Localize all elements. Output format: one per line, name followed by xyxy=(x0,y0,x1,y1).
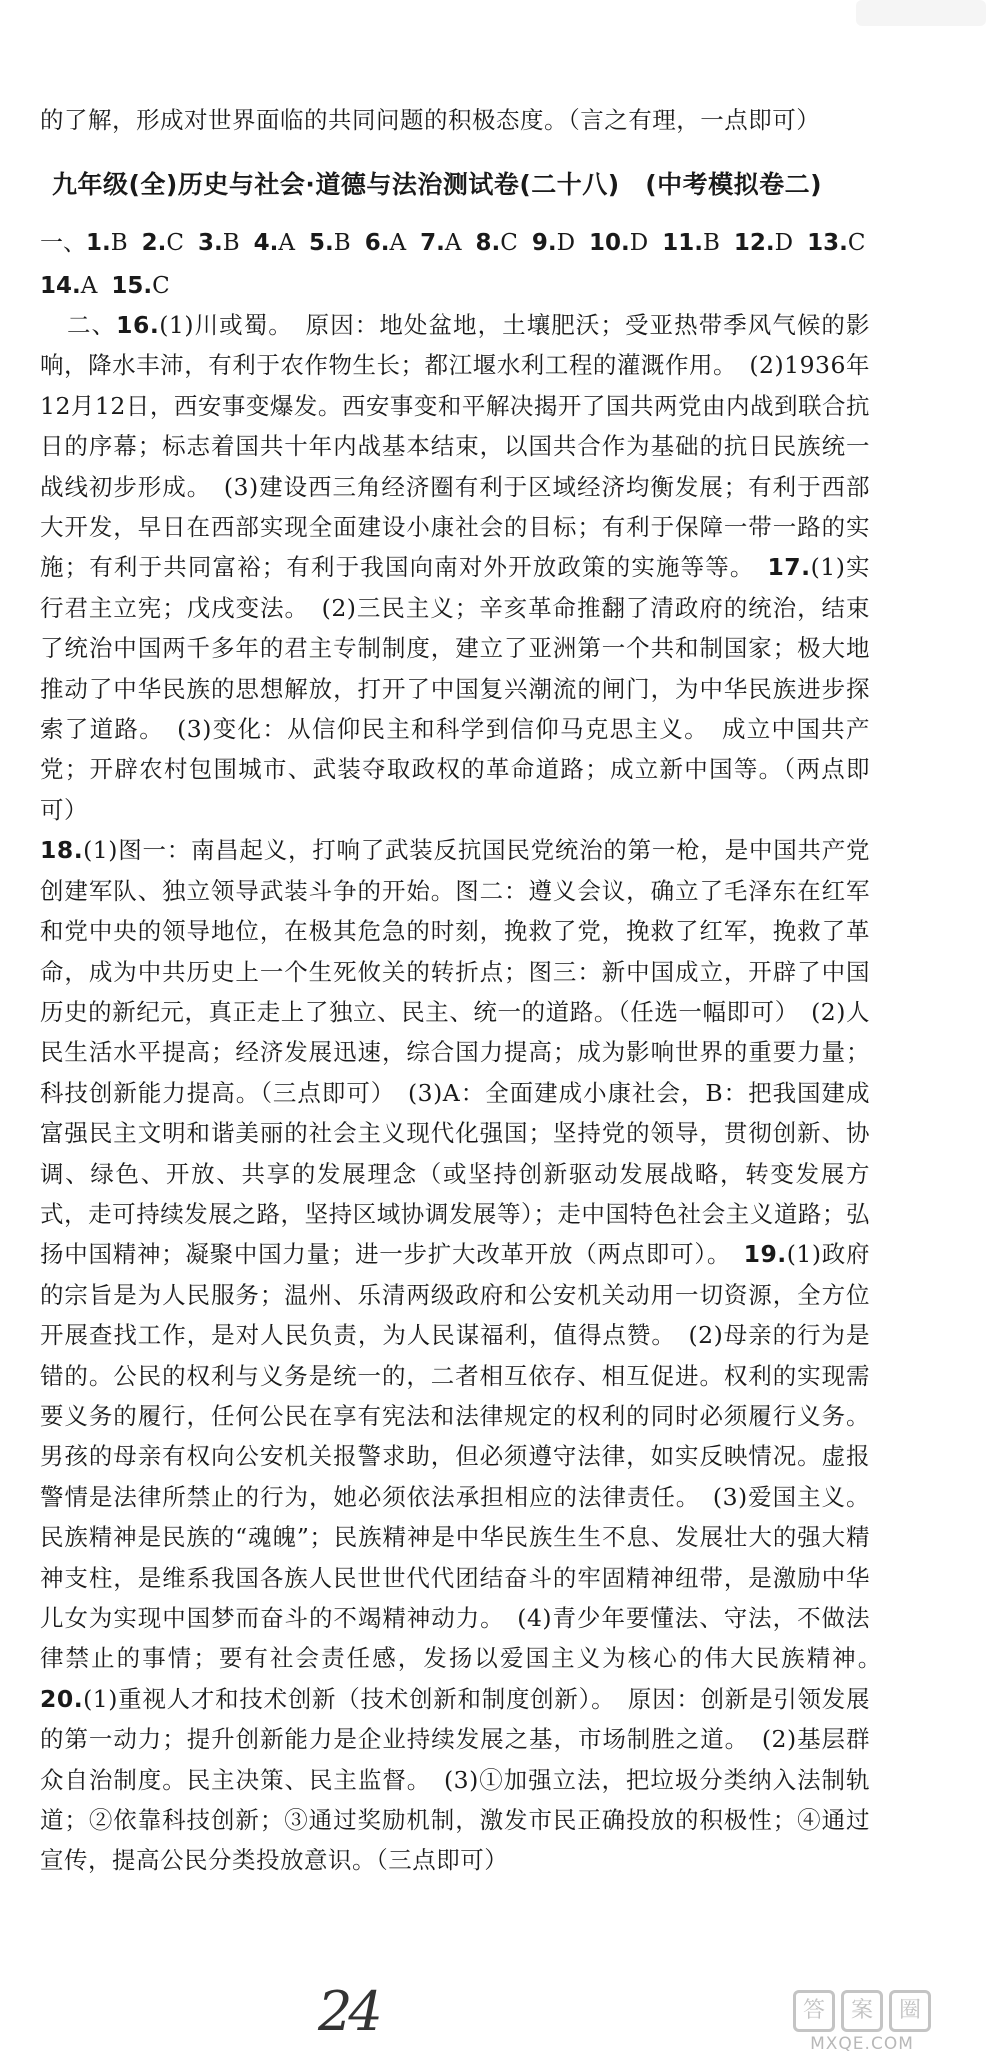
q17-number: 17. xyxy=(767,553,811,582)
mc-question-number: 1. xyxy=(86,230,111,256)
q16-prefix: 二、 xyxy=(67,311,117,339)
mc-question-number: 6. xyxy=(364,230,390,256)
mc-question-number: 12. xyxy=(733,230,775,256)
mc-answer-list xyxy=(40,230,879,299)
top-watermark-smudge xyxy=(856,0,986,26)
mc-answer-letter: B xyxy=(333,230,351,256)
mc-answer-letter: C xyxy=(152,273,170,299)
mc-answer-letter: C xyxy=(847,230,866,256)
mc-answer-item xyxy=(734,222,793,265)
q17-answer: (1)实行君主立宪；戊戌变法。 (2)三民主义；辛亥革命推翻了清政府的统治，结束了统治中国两千多年的君主专制制度，建立了亚洲第一个共和制国家；极大地推动了中华民族的思想解放，打开了中国复兴潮流的闸门，为中华民族进步探索了道路。 (3)变化：从信仰民主和科学到信仰马克思主义。 成立中国共产党；开辟农村包围城市、武装夺取政权的革命道路；成立新中国等。（两点即可） xyxy=(40,553,871,824)
mc-answer-item xyxy=(254,222,295,265)
mc-answer-item xyxy=(40,265,97,308)
mc-answer-letter: B xyxy=(222,230,240,256)
mc-answer-item xyxy=(662,222,720,265)
mc-question-number: 3. xyxy=(198,230,223,256)
mc-answer-item xyxy=(142,222,184,265)
q18-number: 18. xyxy=(40,836,84,865)
q19-number: 19. xyxy=(743,1240,787,1269)
mc-answer-item xyxy=(86,222,128,265)
mc-prefix: 一、 xyxy=(40,230,86,256)
q16-answer: (1)川或蜀。 原因：地处盆地，土壤肥沃；受亚热带季风气候的影响，降水丰沛，有利于农作物生长；都江堰水利工程的灌溉作用。 (2)1936年12月12日，西安事变爆发。西安事变和平解决揭开了国共两党由内战到联合抗日的序幕；标志着国共十年内战基本结束，以国共合作为基础的抗日民族统一战线初步形成。 (3)建设西三角经济圈有利于区域经济均衡发展；有利于西部大开发，早日在西部实现全面建设小康社会的目标；有利于保障一带一路的实施；有利于共同富裕；有利于我国向南对外开放政策的实施等等。 xyxy=(40,311,870,582)
mc-answer-letter: B xyxy=(110,230,128,256)
mc-answer-letter: D xyxy=(556,230,576,256)
watermark-logo-char: 案 xyxy=(841,1990,883,2032)
mc-answer-letter: D xyxy=(629,230,649,256)
mc-question-number: 15. xyxy=(111,273,153,299)
q16-number: 16. xyxy=(116,311,160,339)
q19-answer: (1)政府的宗旨是为人民服务；温州、乐清两级政府和公安机关动用一切资源，全方位开展查找工作，是对人民负责，为人民谋福利，值得点赞。 (2)母亲的行为是错的。公民的权利与义务是统一的，二者相互依存、相互促进。权利的实现需要义务的履行，任何公民在享有宪法和法律规定的权利的同时必须履行义务。男孩的母亲有权向公安机关报警求助，但必须遵守法律，如实反映情况。虚报警情是法律所禁止的行为，她必须依法承担相应的法律责任。 (3)爱国主义。民族精神是民族的“魂魄”；民族精神是中华民族生生不息、发展壮大的强大精神支柱，是维系我国各族人民世世代代团结奋斗的牢固精神纽带，是激励中华儿女为实现中国梦而奋斗的不竭精神动力。 (4)青少年要懂法、守法，不做法律禁止的事情；要有社会责任感，发扬以爱国主义为核心的伟大民族精神。 xyxy=(40,1240,894,1673)
watermark xyxy=(752,1990,972,2060)
mc-question-number: 10. xyxy=(589,230,630,256)
multiple-choice-answers xyxy=(40,222,880,308)
mc-question-number: 8. xyxy=(475,230,501,256)
mc-answer-item xyxy=(475,222,517,265)
watermark-logo-char: 答 xyxy=(793,1990,835,2032)
mc-answer-letter: C xyxy=(500,230,518,256)
mc-answer-item xyxy=(589,222,648,265)
mc-answer-letter: C xyxy=(166,230,185,256)
mc-question-number: 14. xyxy=(40,273,81,299)
mc-question-number: 11. xyxy=(662,230,703,256)
watermark-url: MXQE.COM xyxy=(810,2034,914,2054)
test-title: 九年级(全)历史与社会·道德与法治测试卷(二十八) (中考模拟卷二) xyxy=(52,170,823,199)
mc-question-number: 5. xyxy=(309,230,334,256)
watermark-logo xyxy=(752,1990,972,2032)
mc-answer-item xyxy=(198,222,240,265)
mc-answer-letter: A xyxy=(278,230,296,256)
watermark-logo-char: 圈 xyxy=(889,1990,931,2032)
mc-question-number: 4. xyxy=(253,230,279,256)
mc-answer-item xyxy=(309,222,351,265)
answer-paragraph xyxy=(40,305,894,1881)
mc-answer-letter: A xyxy=(389,230,407,256)
q18-answer: (1)图一：南昌起义，打响了武装反抗国民党统治的第一枪，是中国共产党创建军队、独立领导武装斗争的开始。图二：遵义会议，确立了毛泽东在红军和党中央的领导地位，在极其危急的时刻，挽救了党，挽救了红军，挽救了革命，成为中共历史上一个生死攸关的转折点；图三：新中国成立，开辟了中国历史的新纪元，真正走上了独立、民主、统一的道路。（任选一幅即可） (2)人民生活水平提高；经济发展迅速，综合国力提高；成为影响世界的重要力量；科技创新能力提高。（三点即可） (3)A：全面建成小康社会，B：把我国建成富强民主文明和谐美丽的社会主义现代化强国；坚持党的领导，贯彻创新、协调、绿色、开放、共享的发展理念（或坚持创新驱动发展战略，转变发展方式，走可持续发展之路，坚持区域协调发展等）；走中国特色社会主义道路；弘扬中国精神；凝聚中国力量；进一步扩大改革开放（两点即可）。 xyxy=(40,836,870,1269)
mc-question-number: 2. xyxy=(141,230,167,256)
mc-answer-letter: A xyxy=(80,273,98,299)
mc-answer-letter: D xyxy=(774,230,794,256)
mc-question-number: 7. xyxy=(420,230,445,256)
mc-answer-item xyxy=(111,265,169,308)
answer-body xyxy=(40,305,894,1881)
mc-answer-item xyxy=(420,222,461,265)
mc-answer-item xyxy=(365,222,406,265)
mc-answer-item xyxy=(532,222,575,265)
q20-answer: (1)重视人才和技术创新（技术创新和制度创新）。 原因：创新是引领发展的第一动力；提升创新能力是企业持续发展之基，市场制胜之道。 (2)基层群众自治制度。民主决策、民主监督。 (3)①加强立法，把垃圾分类纳入法制轨道；②依靠科技创新；③通过奖励机制，激发市民正确投放的积极性；④通过宣传，提高公民分类投放意识。（三点即可） xyxy=(40,1684,870,1875)
q20-number: 20. xyxy=(40,1684,84,1713)
mc-question-number: 9. xyxy=(531,230,557,256)
mc-answer-item xyxy=(807,222,865,265)
mc-question-number: 13. xyxy=(807,230,848,256)
mc-answer-letter: A xyxy=(444,230,462,256)
page-number: 24 xyxy=(318,1980,379,2043)
intro-line: 的了解，形成对世界面临的共同问题的积极态度。（言之有理，一点即可） xyxy=(40,106,821,134)
mc-answer-letter: B xyxy=(702,230,720,256)
